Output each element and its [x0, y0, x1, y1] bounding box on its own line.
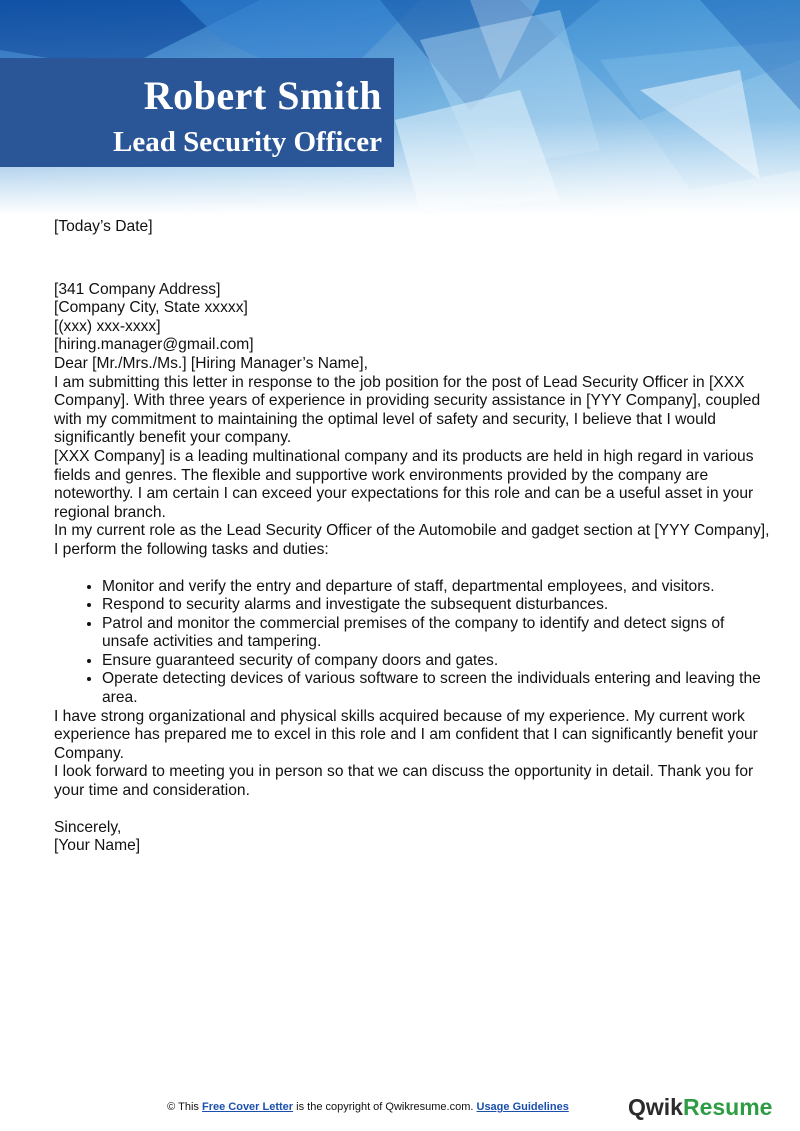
free-cover-letter-link[interactable]: Free Cover Letter [201, 1101, 294, 1113]
letter-date: [Today’s Date] [54, 218, 153, 235]
list-item: • Monitor and verify the entry and departure of staff, departmental employees, and visitors. [102, 578, 774, 597]
applicant-name: Robert Smith [143, 73, 382, 118]
duties-list [54, 578, 774, 708]
applicant-title: Lead Security Officer [113, 126, 382, 158]
qwikresume-logo[interactable] [628, 1094, 772, 1121]
paragraph: I have strong organizational and physical skills acquired because of my experience. My current work experience has prepared me to excel in this role and I am confident that I can significantly benefit your Company. [54, 707, 758, 762]
paragraph: I am submitting this letter in response to the job position for the post of Lead Security Officer in [XXX Company]. With three years of experience in providing security assistance in [YYY Company], coupled with my commitment to maintaining the optimal level of safety and security, I believe that I would significantly benefit your company. [54, 373, 761, 447]
address-line: [hiring.manager@gmail.com] [54, 336, 254, 354]
paragraph: [XXX Company] is a leading multinational company and its products are held in high regard in various fields and genres. The flexible and supportive work environments provided by the company are noteworthy. I am certain I can exceed your expectations for this role and can be a useful asset in your regional branch. [54, 447, 754, 521]
signoff: Sincerely, [54, 818, 122, 836]
footer-middle: is the copyright of Qwikresume.com. [296, 1101, 474, 1113]
address-line: [(xxx) xxx-xxxx] [54, 317, 161, 335]
paragraph: In my current role as the Lead Security Officer of the Automobile and gadget section at [YYY Company], I perform the following tasks and duties: [54, 522, 770, 558]
usage-guidelines-link[interactable]: Usage Guidelines [476, 1101, 569, 1113]
signature: [Your Name] [54, 837, 141, 855]
recipient-address [54, 281, 774, 355]
list-item: • Operate detecting devices of various software to screen the individuals entering and leaving the area. [102, 670, 774, 707]
list-item: • Ensure guaranteed security of company doors and gates. [102, 652, 774, 671]
copyright-footer [0, 1101, 736, 1113]
letter-body [54, 218, 774, 856]
list-item: • Patrol and monitor the commercial premises of the company to identify and detect signs of unsafe activities and tampering. [102, 615, 774, 652]
name-box [0, 58, 394, 167]
address-line: [341 Company Address] [54, 280, 221, 298]
signoff-block [54, 819, 774, 856]
address-line: [Company City, State xxxxx] [54, 299, 248, 317]
paragraph: I look forward to meeting you in person so that we can discuss the opportunity in detail. Thank you for your time and consideration. [54, 763, 754, 800]
logo-part-resume: Resume [682, 1094, 773, 1120]
list-item: • Respond to security alarms and investigate the subsequent disturbances. [102, 596, 774, 615]
footer-prefix: © This [167, 1101, 199, 1113]
logo-part-qwik: Qwik [628, 1094, 683, 1120]
greeting: Dear [Mr./Mrs./Ms.] [Hiring Manager’s Name], [54, 354, 368, 372]
